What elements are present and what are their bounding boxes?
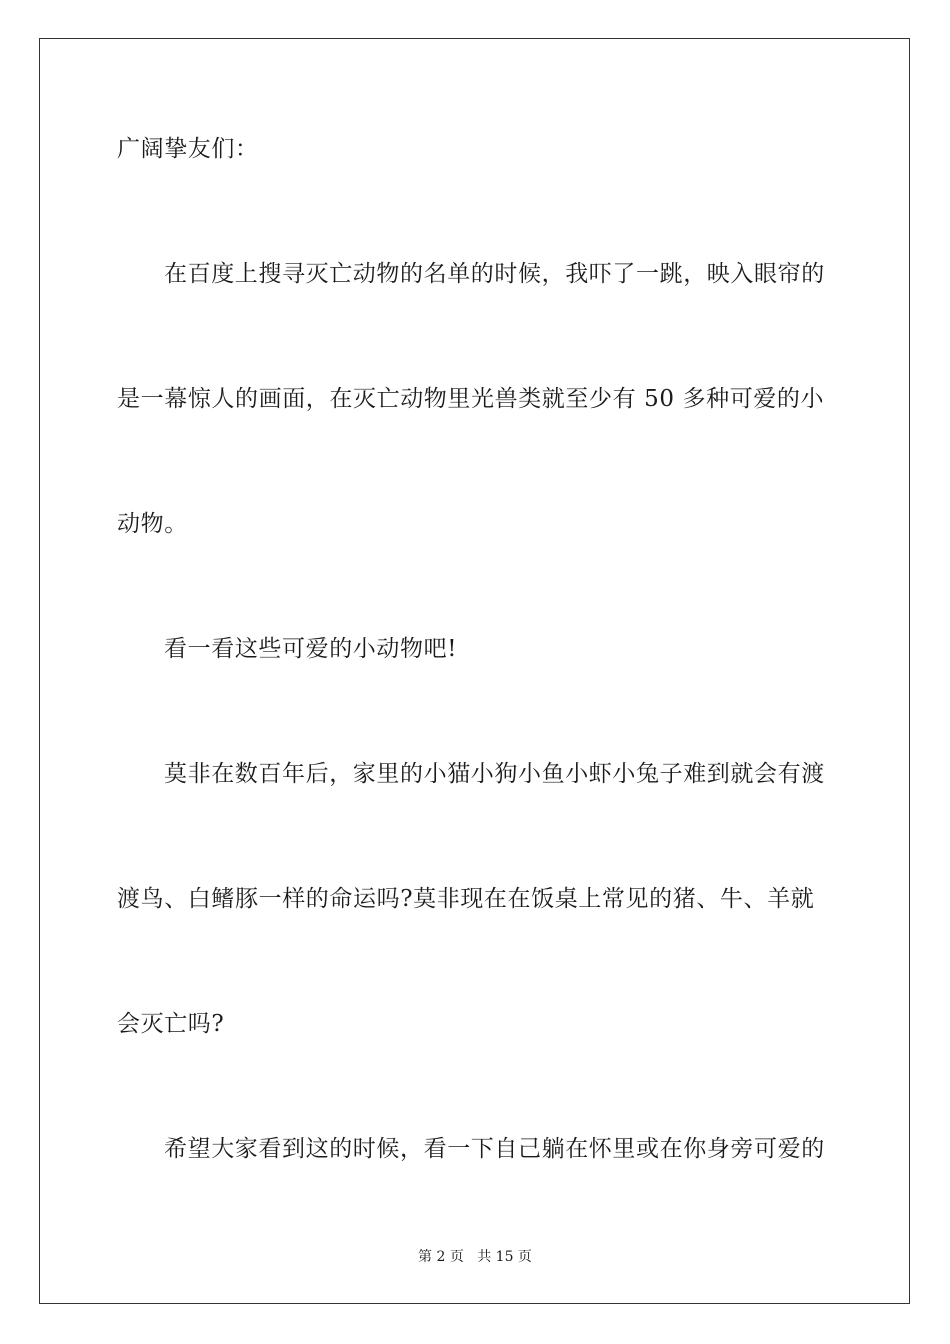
paragraph-1-line-3: 动物。 [117,511,188,537]
paragraph-3-line-1: 莫非在数百年后，家里的小猫小狗小鱼小虾小兔子难到就会有渡 [164,761,825,787]
paragraph-3-line-3: 会灭亡吗? [117,1011,225,1037]
page-border [39,38,910,1304]
paragraph-4-line-1: 希望大家看到这的时候，看一下自己躺在怀里或在你身旁可爱的 [164,1136,825,1162]
page-number: 第 2 页 [418,1249,464,1265]
page-footer [0,1248,950,1266]
page-total: 共 15 页 [477,1249,532,1265]
paragraph-2-line-1: 看一看这些可爱的小动物吧! [164,636,458,662]
paragraph-1-line-1: 在百度上搜寻灭亡动物的名单的时候，我吓了一跳，映入眼帘的 [164,261,825,287]
salutation-line: 广阔挚友们： [117,136,259,162]
paragraph-3-line-2: 渡鸟、白鳍豚一样的命运吗?莫非现在在饭桌上常见的猪、牛、羊就 [117,886,815,912]
paragraph-1-line-2: 是一幕惊人的画面，在灭亡动物里光兽类就至少有 50 多种可爱的小 [117,386,825,412]
